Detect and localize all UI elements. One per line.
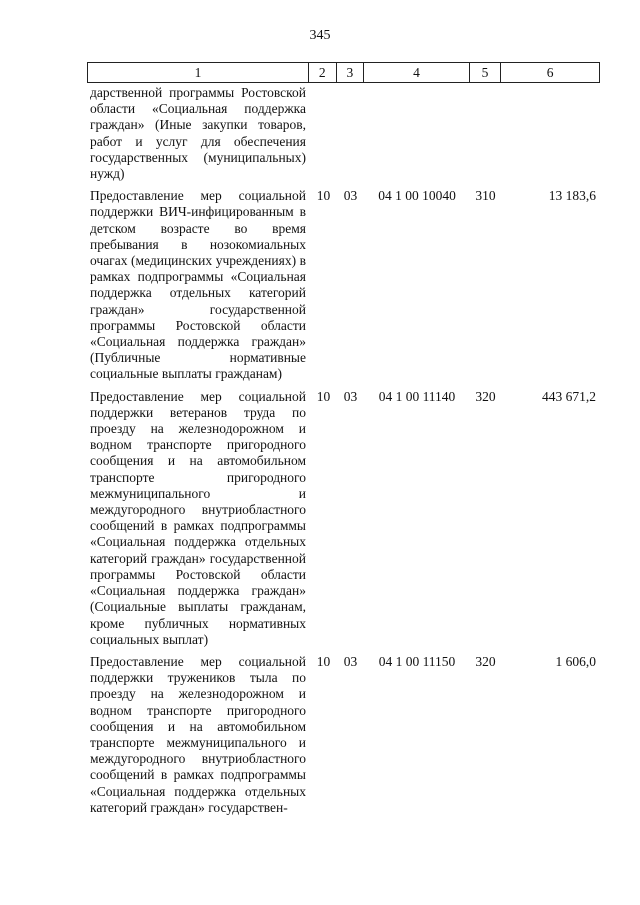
- row-expense-type: 320: [475, 653, 496, 669]
- table-row: [87, 389, 600, 648]
- row-subsection: [337, 85, 364, 182]
- row-description: Предоставление мер социальной поддержки тружеников тыла по проезду на железнодорожном и водном транспорте пригородного сообщения и на автомобильном транспорте межмуниципального и междугородного внутриобластного сообщений в рамках подпрограммы «Социальная поддержка отдельных категорий граждан» государствен-: [90, 653, 306, 815]
- row-target-code: 04 1 00 11150: [378, 653, 456, 669]
- table-row: [87, 654, 600, 816]
- row-target-code: 04 1 00 10040: [378, 188, 456, 204]
- table-row: [87, 188, 600, 382]
- header-col-2: 2: [309, 63, 337, 82]
- row-subsection: 03: [343, 188, 358, 204]
- row-expense-type: [470, 85, 501, 182]
- row-section: 10: [316, 388, 331, 404]
- header-col-6: 6: [546, 64, 554, 80]
- header-col-4: 4: [364, 63, 470, 82]
- row-amount: 13 183,6: [548, 188, 596, 204]
- row-amount: 443 671,2: [542, 388, 596, 404]
- row-expense-type: 310: [475, 188, 496, 204]
- row-description: дарственной программы Ростовской области «Социальная поддержка граждан» (Иные закупки товаров, работ и услуг для обеспечения государственных (муниципальных) нужд): [90, 85, 306, 182]
- row-section: [310, 85, 337, 182]
- row-subsection: 03: [343, 653, 358, 669]
- row-target-code: [364, 85, 470, 182]
- row-section: 10: [316, 653, 331, 669]
- row-description: Предоставление мер социальной поддержки ветеранов труда по проезду на железнодорожном и водном транспорте пригородного сообщения и на автомобильном транспорте пригородного межмуниципального и междугородного внутриобластного сообщений в рамках подпрограммы «Социальная поддержка отдельных категорий граждан» государственной программы Ростовской области «Социальная поддержка граждан» (Социальные выплаты гражданам, кроме публичных нормативных социальных выплат): [90, 388, 306, 647]
- header-col-3: 3: [337, 63, 365, 82]
- row-expense-type: 320: [475, 388, 496, 404]
- page-number: 345: [309, 28, 331, 43]
- table-header-row: [87, 62, 600, 83]
- row-target-code: 04 1 00 11140: [378, 388, 456, 404]
- header-col-5: 5: [470, 63, 502, 82]
- row-subsection: 03: [343, 388, 358, 404]
- row-section: 10: [316, 188, 331, 204]
- header-col-1: 1: [88, 63, 309, 82]
- row-amount: 1 606,0: [555, 653, 596, 669]
- row-amount: [501, 85, 600, 182]
- row-description: Предоставление мер социальной поддержки ВИЧ-инфицированным в детском возрасте во время пребывания в нозокомиальных очагах (медицинских учреждениях) в рамках подпрограммы «Социальная поддержка отдельных категорий граждан» государственной программы Ростовской области «Социальная поддержка граждан» (Публичные нормативные социальные выплаты гражданам): [90, 188, 306, 382]
- table-row: [87, 85, 600, 182]
- budget-table: [87, 62, 600, 822]
